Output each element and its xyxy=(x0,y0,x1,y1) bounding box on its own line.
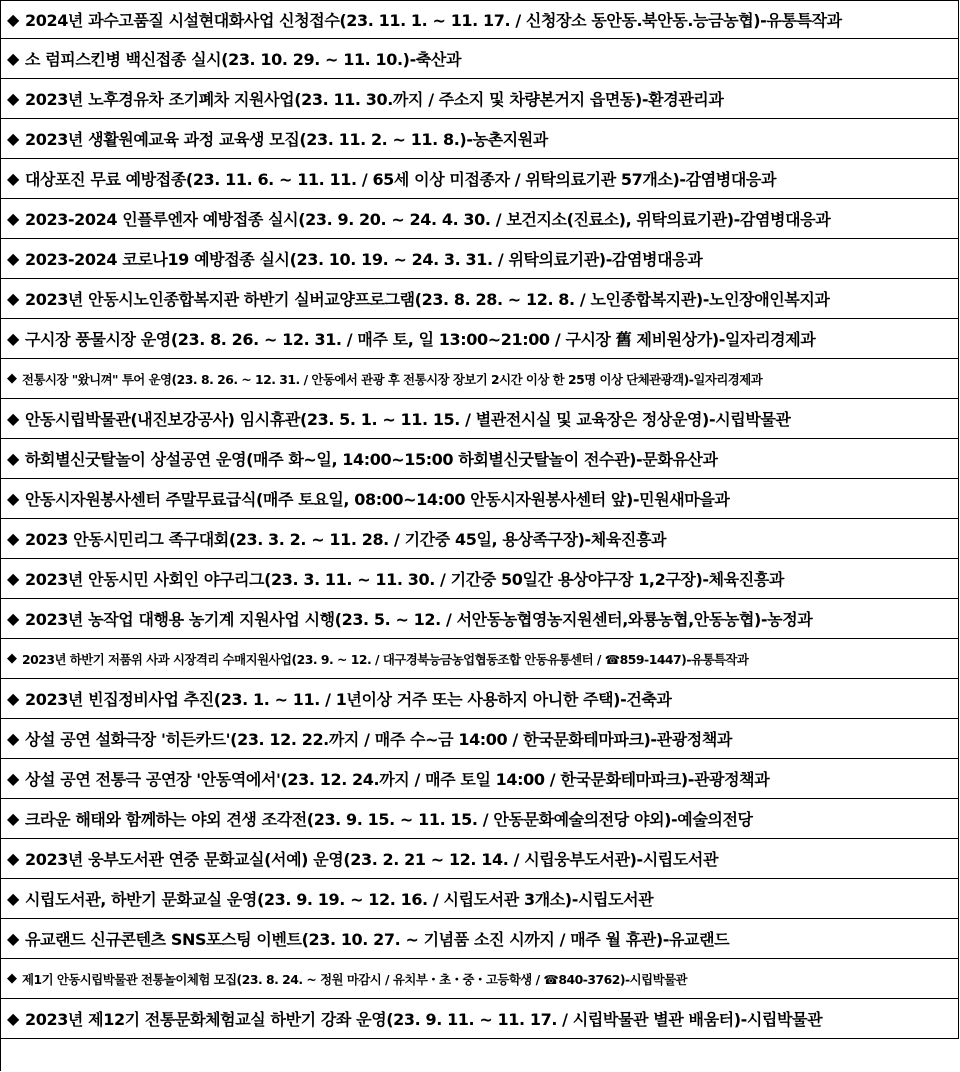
diamond-bullet-icon: ◆ xyxy=(7,809,19,828)
notice-text: 하회별신굿탈놀이 상설공연 운영(매주 화~일, 14:00~15:00 하회별신굿탈놀이 전수관)-문화유산과 xyxy=(25,450,718,469)
notice-item[interactable] xyxy=(1,159,959,199)
notice-text: 2024년 과수고품질 시설현대화사업 신청접수(23. 11. 1. ~ 11. 17. / 신청장소 동안동.북안동.능금농협)-유통특작과 xyxy=(25,11,842,30)
notice-item[interactable] xyxy=(1,879,959,919)
diamond-bullet-icon: ◆ xyxy=(7,1009,19,1028)
notice-item[interactable] xyxy=(1,279,959,319)
notice-item[interactable] xyxy=(1,439,959,479)
notice-item[interactable] xyxy=(1,999,959,1039)
notice-text: 2023년 빈집정비사업 추진(23. 1. ~ 11. / 1년이상 거주 또는 사용하지 아니한 주택)-건축과 xyxy=(25,690,672,709)
notice-text: 2023-2024 인플루엔자 예방접종 실시(23. 9. 20. ~ 24. 4. 30. / 보건지소(진료소), 위탁의료기관)-감염병대응과 xyxy=(25,210,831,229)
diamond-bullet-icon: ◆ xyxy=(7,289,19,308)
diamond-bullet-icon: ◆ xyxy=(7,449,19,468)
notice-text: 제1기 안동시립박물관 전통놀이체험 모집(23. 8. 24. ~ 정원 마감시 / 유치부・초・중・고등학생 / ☎840-3762)-시립박물관 xyxy=(22,971,688,987)
notice-item[interactable] xyxy=(1,359,959,399)
notice-item[interactable] xyxy=(1,799,959,839)
diamond-bullet-icon: ◆ xyxy=(7,489,19,508)
notice-item[interactable] xyxy=(1,119,959,159)
notice-text: 2023년 노후경유차 조기폐차 지원사업(23. 11. 30.까지 / 주소지 및 차량본거지 읍면동)-환경관리과 xyxy=(25,90,724,109)
notice-item[interactable] xyxy=(1,559,959,599)
notice-item[interactable] xyxy=(1,399,959,439)
diamond-bullet-icon: ◆ xyxy=(7,409,19,428)
notice-item[interactable] xyxy=(1,919,959,959)
notice-item[interactable] xyxy=(1,199,959,239)
diamond-bullet-icon: ◆ xyxy=(7,10,19,29)
diamond-bullet-icon: ◆ xyxy=(7,249,19,268)
notice-text: 2023-2024 코로나19 예방접종 실시(23. 10. 19. ~ 24. 3. 31. / 위탁의료기관)-감염병대응과 xyxy=(25,250,703,269)
diamond-bullet-icon: ◆ xyxy=(7,329,19,348)
diamond-bullet-icon: ◆ xyxy=(7,371,17,386)
diamond-bullet-icon: ◆ xyxy=(7,729,19,748)
notice-item[interactable] xyxy=(1,239,959,279)
notice-text: 전통시장 "왔니껴" 투어 운영(23. 8. 26. ~ 12. 31. / 안동에서 관광 후 전통시장 장보기 2시간 이상 한 25명 이상 단체관광객)-일자리경제과 xyxy=(22,371,763,387)
notice-text: 2023년 하반기 저품위 사과 시장격리 수매지원사업(23. 9. ~ 12. / 대구경북능금농업협동조합 안동유통센터 / ☎859-1447)-유통특작과 xyxy=(22,651,749,667)
notice-text: 2023년 웅부도서관 연중 문화교실(서예) 운영(23. 2. 21 ~ 12. 14. / 시립웅부도서관)-시립도서관 xyxy=(25,850,719,869)
notice-item[interactable] xyxy=(1,639,959,679)
diamond-bullet-icon: ◆ xyxy=(7,971,17,986)
notice-text: 안동시립박물관(내진보강공사) 임시휴관(23. 5. 1. ~ 11. 15. / 별관전시실 및 교육장은 정상운영)-시립박물관 xyxy=(25,410,791,429)
diamond-bullet-icon: ◆ xyxy=(7,929,19,948)
diamond-bullet-icon: ◆ xyxy=(7,609,19,628)
notice-text: 상설 공연 설화극장 '히든카드'(23. 12. 22.까지 / 매주 수~금 14:00 / 한국문화테마파크)-관광정책과 xyxy=(25,730,732,749)
diamond-bullet-icon: ◆ xyxy=(7,689,19,708)
notice-item[interactable] xyxy=(1,479,959,519)
diamond-bullet-icon: ◆ xyxy=(7,89,19,108)
diamond-bullet-icon: ◆ xyxy=(7,849,19,868)
notice-item[interactable] xyxy=(1,79,959,119)
notice-item[interactable] xyxy=(1,959,959,999)
diamond-bullet-icon: ◆ xyxy=(7,209,19,228)
notice-text: 유교랜드 신규콘텐츠 SNS포스팅 이벤트(23. 10. 27. ~ 기념품 소진 시까지 / 매주 월 휴관)-유교랜드 xyxy=(25,930,730,949)
notice-item[interactable] xyxy=(1,839,959,879)
diamond-bullet-icon: ◆ xyxy=(7,769,19,788)
notice-item[interactable] xyxy=(1,599,959,639)
diamond-bullet-icon: ◆ xyxy=(7,529,19,548)
notice-text: 2023년 안동시노인종합복지관 하반기 실버교양프로그램(23. 8. 28. ~ 12. 8. / 노인종합복지관)-노인장애인복지과 xyxy=(25,290,830,309)
diamond-bullet-icon: ◆ xyxy=(7,169,19,188)
diamond-bullet-icon: ◆ xyxy=(7,569,19,588)
notice-text: 구시장 풍물시장 운영(23. 8. 26. ~ 12. 31. / 매주 토, 일 13:00~21:00 / 구시장 舊 제비원상가)-일자리경제과 xyxy=(25,330,816,349)
notice-text: 2023년 안동시민 사회인 야구리그(23. 3. 11. ~ 11. 30. / 기간중 50일간 용상야구장 1,2구장)-체육진흥과 xyxy=(25,570,784,589)
notice-text: 상설 공연 전통극 공연장 '안동역에서'(23. 12. 24.까지 / 매주 토일 14:00 / 한국문화테마파크)-관광정책과 xyxy=(25,770,770,789)
notice-text: 2023 안동시민리그 족구대회(23. 3. 2. ~ 11. 28. / 기간중 45일, 용상족구장)-체육진흥과 xyxy=(25,530,667,549)
diamond-bullet-icon: ◆ xyxy=(7,889,19,908)
notice-text: 대상포진 무료 예방접종(23. 11. 6. ~ 11. 11. / 65세 이상 미접종자 / 위탁의료기관 57개소)-감염병대응과 xyxy=(25,170,776,189)
diamond-bullet-icon: ◆ xyxy=(7,651,17,666)
notice-item[interactable] xyxy=(1,1,959,39)
notice-text: 시립도서관, 하반기 문화교실 운영(23. 9. 19. ~ 12. 16. / 시립도서관 3개소)-시립도서관 xyxy=(25,890,654,909)
notice-item[interactable] xyxy=(1,679,959,719)
notice-item[interactable] xyxy=(1,759,959,799)
notice-item[interactable] xyxy=(1,319,959,359)
notice-text: 2023년 농작업 대행용 농기계 지원사업 시행(23. 5. ~ 12. / 서안동농협영농지원센터,와룡농협,안동농협)-농정과 xyxy=(25,610,813,629)
notice-item[interactable] xyxy=(1,39,959,79)
notice-text: 2023년 제12기 전통문화체험교실 하반기 강좌 운영(23. 9. 11. ~ 11. 17. / 시립박물관 별관 배움터)-시립박물관 xyxy=(25,1010,823,1029)
notice-text: 2023년 생활원예교육 과정 교육생 모집(23. 11. 2. ~ 11. 8.)-농촌지원과 xyxy=(25,130,548,149)
notice-item[interactable] xyxy=(1,519,959,559)
diamond-bullet-icon: ◆ xyxy=(7,129,19,148)
notice-text: 안동시자원봉사센터 주말무료급식(매주 토요일, 08:00~14:00 안동시자원봉사센터 앞)-민원새마을과 xyxy=(25,490,730,509)
notice-text: 크라운 해태와 함께하는 야외 견생 조각전(23. 9. 15. ~ 11. 15. / 안동문화예술의전당 야외)-예술의전당 xyxy=(25,810,753,829)
diamond-bullet-icon: ◆ xyxy=(7,49,19,68)
notice-text: 소 럼피스킨병 백신접종 실시(23. 10. 29. ~ 11. 10.)-축산과 xyxy=(25,50,461,69)
notice-item[interactable] xyxy=(1,719,959,759)
